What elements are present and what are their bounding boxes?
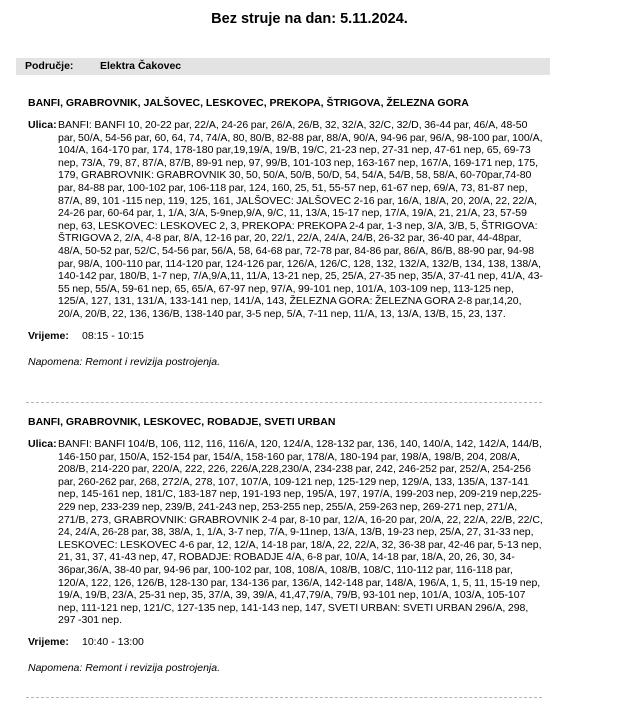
region-label: Područje:: [25, 60, 74, 72]
section-divider: [26, 402, 542, 403]
streets-text: BANFI: BANFI 104/B, 106, 112, 116, 116/A, 120, 124/A, 128-132 par, 136, 140, 140/A, 142, 142/A, 144/B, 146-150 par, 150/A, 152-154 par, 154/A, 158-160 par, 178/A, 180-194 par, 198/A, 198/B, 204, 208/A, 208/B, 214-220 par, 220/A, 222, 226, 226/A,228,230/A, 234-238 par, 242, 246-252 par, 252/A, 254-256 par, 260-262 par, 268, 272/A, 278, 107, 107/A, 109-121 nep, 125-129 nep, 129/A, 133, 135/A, 137-141 nep, 145-161 nep, 181/C, 183-187 nep, 191-193 nep, 195/A, 197, 197/A, 199-203 nep, 209-219 nep,225-229 nep, 233-239 nep, 239/B, 241-243 nep, 253-255 nep, 255/A, 259-263 nep, 269-271 nep, 271/A, 271/B, 273, GRABROVNIK: GRABROVNIK 2-4 par, 8-10 par, 12/A, 16-20 par, 20/A, 22, 22/A, 22/B, 22/C, 24, 24/A, 26-28 par, 38, 38/A, 1, 1/A, 3-7 nep, 7/A, 9-11nep, 13/A, 13/B, 19-23 nep, 25/A, 27, 31-33 nep, LESKOVEC: LESKOVEC 4-6 par, 12, 12/A, 14-18 par, 18/A, 22, 22/A, 32, 36-38 par, 42-46 par, 5-13 nep, 21, 31, 37, 41-43 nep, 47, ROBADJE: ROBADJE 4/A, 6-8 par, 10/A, 14-18 par, 18/A, 20, 26, 30, 34-36par,36/A, 38-40 par, 94-96 par, 100-102 par, 108, 108/A, 108/B, 108/C, 110-112 par, 116-118 par, 120/A, 122, 126, 126/B, 128-130 par, 134-136 par, 136/A, 142-148 par, 148/A, 196/A, 1, 5, 11, 15-19 nep, 19/A, 19/B, 23/A, 25-31 nep, 35, 37/A, 39, 39/A, 41,47,79/A, 79/B, 93-101 nep, 101/A, 103/A, 105-107 nep, 111-121 nep, 121/C, 127-135 nep, 141-143 nep, 147, SVETI URBAN: SVETI URBAN 296/A, 298, 297 -301 nep.: [58, 438, 543, 627]
section-title: BANFI, GRABROVNIK, JALŠOVEC, LESKOVEC, PREKOPA, ŠTRIGOVA, ŽELEZNA GORA: [28, 97, 469, 109]
region-value: Elektra Čakovec: [100, 60, 182, 72]
streets-block: [28, 119, 544, 321]
time-label: Vrijeme:: [28, 635, 69, 648]
outage-section-2: [28, 416, 544, 674]
streets-label: Ulica:: [28, 438, 57, 450]
note: Napomena: Remont i revizija postrojenja.: [28, 355, 221, 368]
streets-label: Ulica:: [28, 119, 57, 131]
time-row: [28, 330, 544, 342]
note: Napomena: Remont i revizija postrojenja.: [28, 661, 221, 674]
section-divider: [26, 697, 542, 698]
outage-section-1: [28, 97, 544, 368]
time-value: 08:15 - 10:15: [82, 329, 144, 342]
time-value: 10:40 - 13:00: [82, 635, 144, 648]
time-label: Vrijeme:: [28, 329, 69, 342]
region-bar: [16, 58, 550, 75]
streets-block: [28, 438, 544, 627]
streets-text: BANFI: BANFI 10, 20-22 par, 22/A, 24-26 par, 26/A, 26/B, 32, 32/A, 32/C, 32/D, 36-44 par, 46/A, 48-50 par, 50/A, 54-56 par, 60, 64, 74, 74/A, 80, 80/B, 82-88 par, 88/A, 90/A, 94-96 par, 96/A, 98-100 par, 100/A, 104/A, 164-170 par, 174, 178-180 par,19,19/A, 19/B, 19/C, 21-23 nep, 27-31 nep, 47-61 nep, 65, 69-73 nep, 73/A, 79, 87, 87/A, 87/B, 89-91 nep, 97, 99/B, 101-103 nep, 163-167 nep, 167/A, 169-171 nep, 175, 179, GRABROVNIK: GRABROVNIK 30, 50, 50/A, 50/B, 50/D, 54, 54/A, 54/B, 58, 58/A, 60-70par,74-80 par, 84-88 par, 100-102 par, 106-118 par, 124, 160, 25, 51, 55-57 nep, 61-67 nep, 69/A, 73, 81-87 nep, 87/A, 89, 101 -115 nep, 119, 125, 161, JALŠOVEC: JALŠOVEC 2-16 par, 16/A, 18/A, 20, 20/A, 22, 22/A, 24-26 par, 60-64 par, 1, 1/A, 3/A, 5-9nep,9/A, 9/C, 11, 13/A, 15-17 nep, 17/A, 19/A, 21, 21/A, 23, 57-59 nep, 63, LESKOVEC: LESKOVEC 2, 3, PREKOPA: PREKOPA 2-4 par, 1-3 nep, 3/A, 3/B, 5, ŠTRIGOVA: ŠTRIGOVA 2, 2/A, 4-8 par, 8/A, 12-16 par, 20, 22/1, 22/A, 24/A, 24/B, 26-32 par, 36-40 par, 44-48par, 48/A, 50-52 par, 52/C, 54-56 par, 56/A, 58, 64-68 par, 72-78 par, 84-86 par, 86/A, 86/B, 88-90 par, 94-98 par, 98/A, 100-110 par, 114-120 par, 124-126 par, 126/A, 126/C, 128, 132, 132/A, 132/B, 134, 138, 138/A, 140-142 par, 180/B, 1-7 nep, 7/A,9/A,11, 11/A, 13-21 nep, 25, 25/A, 27-35 nep, 35/A, 37-41 nep, 41/A, 43-55 nep, 55/A, 59-61 nep, 65, 65/A, 67-97 nep, 97/A, 99-101 nep, 101/A, 103-109 nep, 113-125 nep, 125/A, 127, 131, 131/A, 133-141 nep, 141/A, 143, ŽELEZNA GORA: ŽELEZNA GORA 2-8 par,14,20, 20/A, 20/B, 22, 136, 136/B, 138-140 par, 3-5 nep, 5/A, 7-11 nep, 11/A, 13, 13/A, 13/B, 15, 23, 137.: [58, 119, 543, 320]
time-row: [28, 636, 544, 648]
page-title: Bez struje na dan: 5.11.2024.: [211, 11, 408, 27]
section-title: BANFI, GRABROVNIK, LESKOVEC, ROBADJE, SVETI URBAN: [28, 416, 336, 428]
